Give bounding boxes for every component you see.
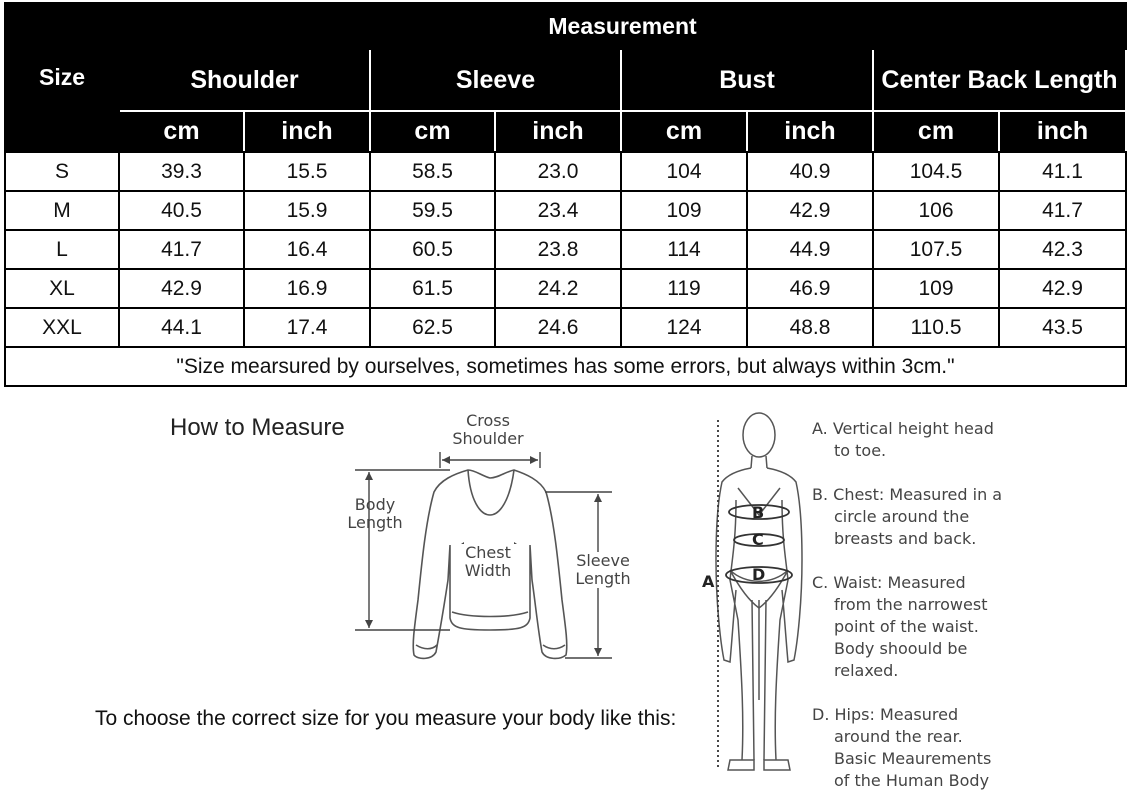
- size-cell: M: [5, 191, 119, 230]
- table-cell: 119: [621, 269, 747, 308]
- table-cell: 40.5: [119, 191, 244, 230]
- how-to-measure-title: How to Measure: [170, 414, 345, 441]
- table-cell: 106: [873, 191, 999, 230]
- chest-width-label: Chest Width: [455, 544, 521, 580]
- table-cell: 43.5: [999, 308, 1126, 347]
- table-cell: 60.5: [370, 230, 495, 269]
- table-cell: 42.9: [747, 191, 873, 230]
- unit-header: cm: [370, 111, 495, 152]
- table-cell: 42.9: [119, 269, 244, 308]
- table-cell: 62.5: [370, 308, 495, 347]
- table-cell: 104.5: [873, 152, 999, 191]
- measurement-note: "Size mearsured by ourselves, sometimes has some errors, but always within 3cm.": [5, 347, 1126, 386]
- table-cell: 15.5: [244, 152, 370, 191]
- table-cell: 42.9: [999, 269, 1126, 308]
- table-cell: 24.6: [495, 308, 621, 347]
- table-cell: 109: [873, 269, 999, 308]
- size-header: Size: [5, 3, 119, 152]
- table-cell: 24.2: [495, 269, 621, 308]
- table-cell: 110.5: [873, 308, 999, 347]
- sleeve-header: Sleeve: [370, 49, 621, 111]
- table-cell: 44.1: [119, 308, 244, 347]
- table-cell: 17.4: [244, 308, 370, 347]
- table-cell: 124: [621, 308, 747, 347]
- table-cell: 107.5: [873, 230, 999, 269]
- choose-size-instruction: To choose the correct size for you measure your body like this:: [95, 707, 677, 730]
- unit-header: cm: [621, 111, 747, 152]
- table-cell: 16.4: [244, 230, 370, 269]
- table-cell: 61.5: [370, 269, 495, 308]
- unit-header: inch: [999, 111, 1126, 152]
- table-cell: 23.8: [495, 230, 621, 269]
- sleeve-length-label: Sleeve Length: [570, 552, 636, 588]
- table-cell: 58.5: [370, 152, 495, 191]
- table-cell: 41.7: [119, 230, 244, 269]
- table-cell: 39.3: [119, 152, 244, 191]
- measurement-header: Measurement: [119, 3, 1126, 49]
- unit-header: cm: [873, 111, 999, 152]
- table-cell: 41.1: [999, 152, 1126, 191]
- unit-header: inch: [495, 111, 621, 152]
- letter-a: A: [702, 572, 715, 591]
- size-cell: XXL: [5, 308, 119, 347]
- size-cell: XL: [5, 269, 119, 308]
- figure-feet: [728, 760, 790, 770]
- table-cell: 104: [621, 152, 747, 191]
- unit-header: cm: [119, 111, 244, 152]
- letter-d: D: [752, 565, 766, 584]
- legend-a: A. Vertical height head to toe.: [812, 419, 994, 460]
- table-cell: 16.9: [244, 269, 370, 308]
- unit-header: inch: [244, 111, 370, 152]
- figure-head: [743, 413, 775, 457]
- table-cell: 48.8: [747, 308, 873, 347]
- table-cell: 59.5: [370, 191, 495, 230]
- center-back-length-header: Center Back Length: [873, 49, 1126, 111]
- legend-b: B. Chest: Measured in a circle around the breasts and back.: [812, 485, 1003, 548]
- table-cell: 41.7: [999, 191, 1126, 230]
- table-cell: 23.4: [495, 191, 621, 230]
- table-cell: 15.9: [244, 191, 370, 230]
- body-length-label: Body Length: [347, 495, 403, 532]
- cross-shoulder-label: Cross Shoulder: [452, 411, 524, 448]
- table-cell: 40.9: [747, 152, 873, 191]
- unit-header: inch: [747, 111, 873, 152]
- figure-neck: [751, 456, 767, 468]
- letter-b: B: [752, 503, 765, 522]
- legend-d: D. Hips: Measured around the rear. Basic Meaurements of the Human Body: [812, 705, 992, 790]
- table-cell: 23.0: [495, 152, 621, 191]
- table-cell: 46.9: [747, 269, 873, 308]
- table-cell: 44.9: [747, 230, 873, 269]
- size-cell: L: [5, 230, 119, 269]
- legend-c: C. Waist: Measured from the narrowest point of the waist. Body shoould be relaxed.: [812, 573, 988, 680]
- table-cell: 109: [621, 191, 747, 230]
- letter-c: C: [752, 530, 764, 549]
- size-cell: S: [5, 152, 119, 191]
- shoulder-header: Shoulder: [119, 49, 370, 111]
- table-cell: 42.3: [999, 230, 1126, 269]
- table-cell: 114: [621, 230, 747, 269]
- bust-header: Bust: [621, 49, 873, 111]
- figure-body-lines: [730, 488, 788, 760]
